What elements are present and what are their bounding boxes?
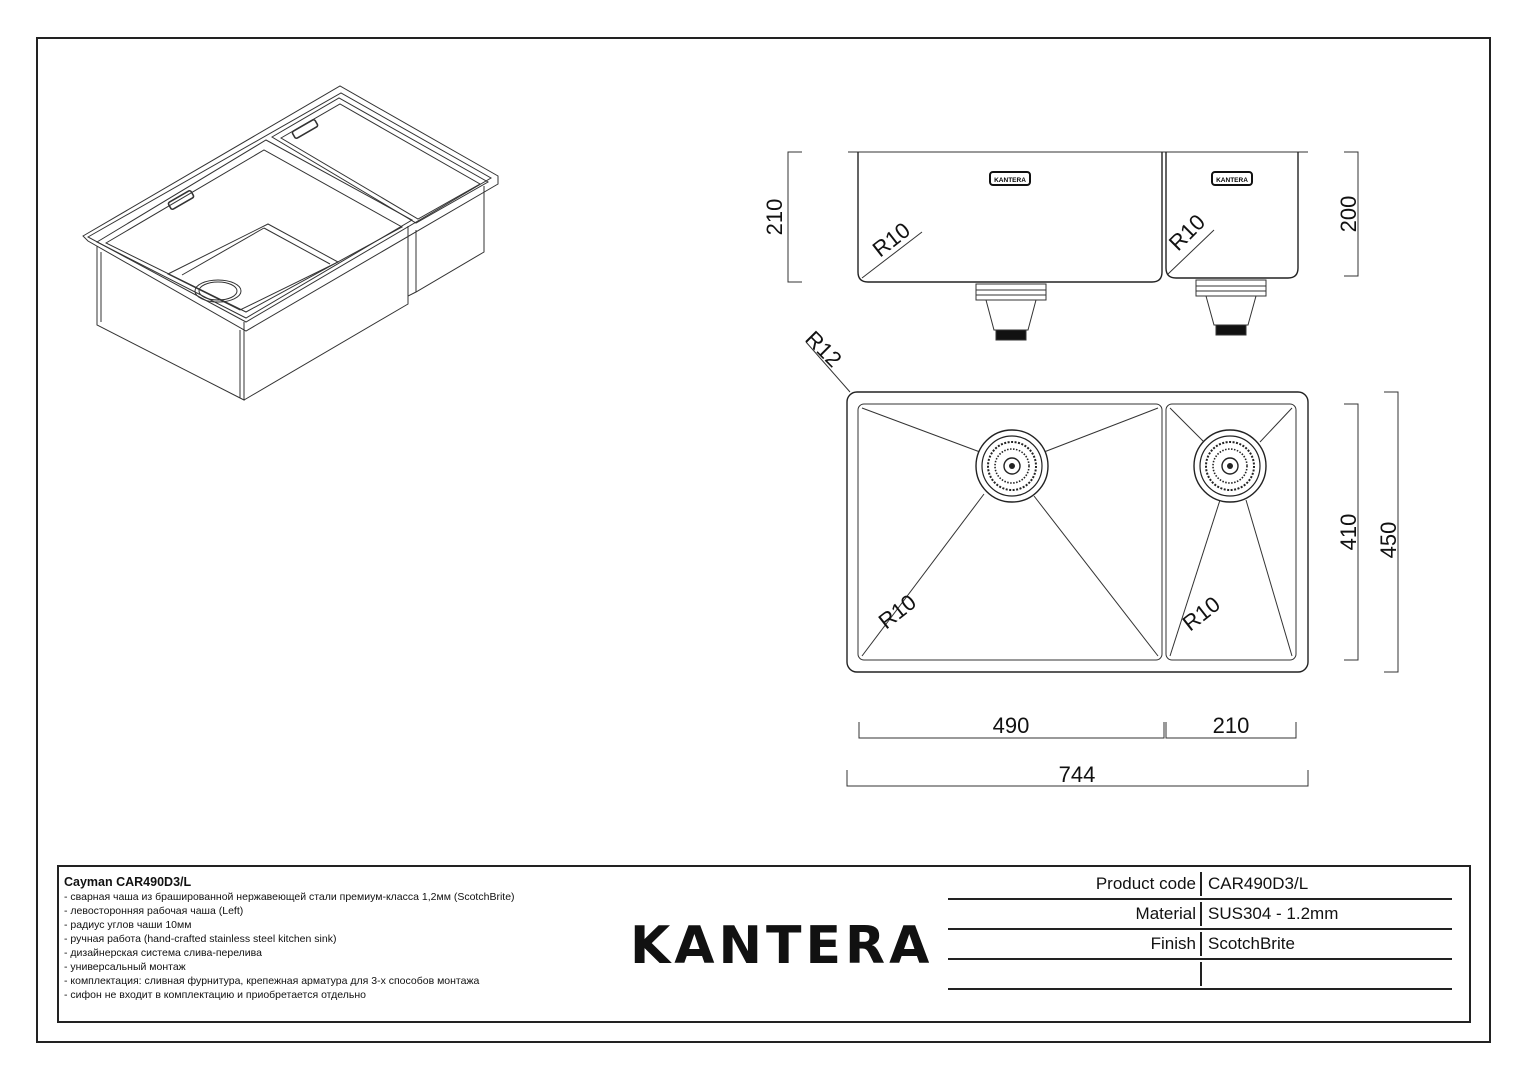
description-line: - радиус углов чаши 10мм	[64, 919, 192, 931]
right-bowl-width-label: 210	[1212, 713, 1250, 738]
overall-width-label: 744	[1058, 762, 1096, 787]
front-height-right-label: 200	[1336, 195, 1361, 233]
description-line: - сифон не входит в комплектацию и приобретается отдельно	[64, 989, 366, 1001]
overall-depth-label: 450	[1376, 521, 1401, 559]
title-block	[58, 866, 1470, 1022]
drain-fitting-left	[976, 284, 1046, 340]
top-outer-radius-label: R12	[800, 325, 847, 373]
description-line: - сварная чаша из брашированной нержавеющей стали премиум-класса 1,2мм (ScotchBrite)	[64, 891, 515, 903]
spec-separator	[1200, 872, 1202, 896]
spec-row-product-code	[948, 868, 1452, 900]
brand-logo: KANTERA	[630, 916, 934, 976]
drain-plan-left	[976, 430, 1048, 502]
bowl-depth-label: 410	[1336, 513, 1361, 551]
spec-value: SUS304 - 1.2mm	[1208, 904, 1339, 923]
description-line: - универсальный монтаж	[64, 961, 186, 973]
spec-label: Finish	[1150, 934, 1196, 953]
description-line: - комплектация: сливная фурнитура, крепежная арматура для 3-х способов монтажа	[64, 975, 480, 987]
spec-row-empty	[948, 958, 1452, 990]
front-elevation-view	[762, 152, 1361, 340]
left-bowl-width-label: 490	[992, 713, 1030, 738]
product-description	[64, 874, 624, 1002]
top-radius-left-label: R10	[873, 589, 921, 634]
spec-separator	[1200, 932, 1202, 956]
spec-value: ScotchBrite	[1208, 934, 1295, 953]
plan-view	[800, 326, 1401, 787]
description-line: - левосторонняя рабочая чаша (Left)	[64, 905, 244, 917]
badge-text-left: KANTERA	[994, 177, 1026, 184]
spec-row-finish	[948, 928, 1452, 960]
front-height-left-label: 210	[762, 198, 787, 236]
description-line: - дизайнерская система слива-перелива	[64, 947, 262, 959]
spec-separator	[1200, 902, 1202, 926]
drain-fitting-right	[1196, 280, 1266, 335]
top-radius-right-label: R10	[1177, 591, 1225, 636]
spec-label: Product code	[1095, 874, 1196, 893]
spec-value: CAR490D3/L	[1208, 874, 1309, 893]
spec-row-material	[948, 898, 1452, 930]
badge-text-right: KANTERA	[1216, 177, 1248, 184]
front-radius-right-label: R10	[1163, 209, 1211, 256]
isometric-view	[83, 86, 498, 400]
spec-label: Material	[1135, 904, 1196, 923]
drain-plan-right	[1194, 430, 1266, 502]
product-title: Cayman CAR490D3/L	[64, 875, 192, 889]
description-line: - ручная работа (hand-crafted stainless steel kitchen sink)	[64, 933, 337, 945]
front-radius-left-label: R10	[867, 217, 915, 262]
spec-separator	[1200, 962, 1202, 986]
